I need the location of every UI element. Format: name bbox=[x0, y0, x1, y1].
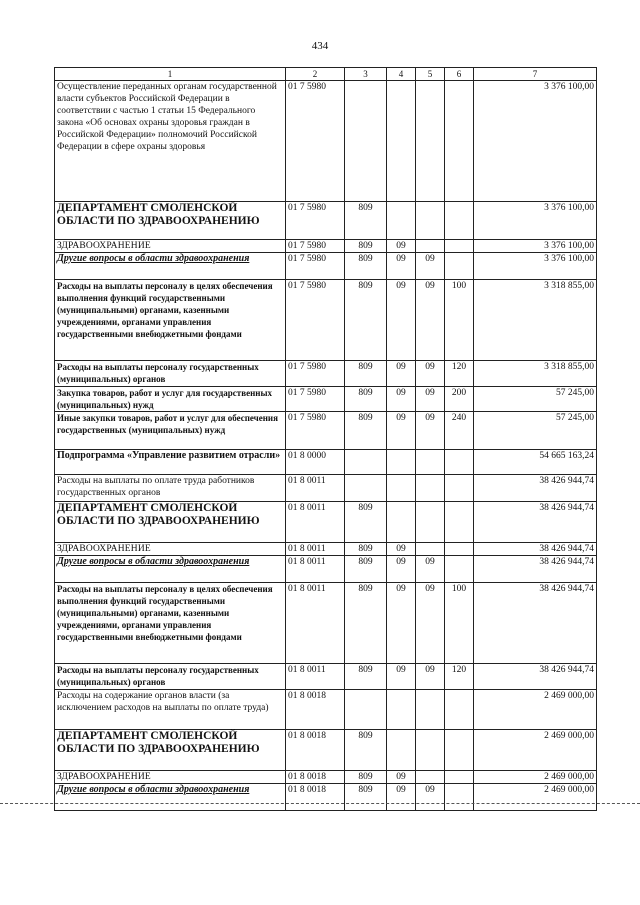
cell-expense-type bbox=[445, 556, 474, 583]
cell-ministry: 809 bbox=[345, 361, 387, 387]
cell-section bbox=[387, 502, 416, 543]
cell-subsection bbox=[416, 690, 445, 730]
cell-subsection: 09 bbox=[416, 583, 445, 664]
cell-name: Расходы на выплаты персоналу государственных (муниципальных) органов bbox=[55, 361, 286, 387]
cell-name: ЗДРАВООХРАНЕНИЕ bbox=[55, 771, 286, 784]
cell-name: Расходы на выплаты персоналу в целях обеспечения выполнения функций государственными (муниципальными) органами, казенными учреждениями, органами управления государственными внебюджетными фондами bbox=[55, 583, 286, 664]
cell-amount: 2 469 000,00 bbox=[474, 730, 597, 771]
cell-expense-type bbox=[445, 730, 474, 771]
cell-amount: 57 245,00 bbox=[474, 412, 597, 450]
cell-amount: 38 426 944,74 bbox=[474, 664, 597, 690]
cell-ministry: 809 bbox=[345, 387, 387, 412]
cell-ministry: 809 bbox=[345, 240, 387, 253]
cell-expense-type bbox=[445, 771, 474, 784]
cell-subsection bbox=[416, 450, 445, 475]
cell-amount: 38 426 944,74 bbox=[474, 475, 597, 502]
page-number: 434 bbox=[311, 40, 329, 52]
cell-subsection bbox=[416, 730, 445, 771]
cell-name: ДЕПАРТАМЕНТ СМОЛЕНСКОЙ ОБЛАСТИ ПО ЗДРАВООХРАНЕНИЮ bbox=[55, 202, 286, 240]
cell-section: 09 bbox=[387, 583, 416, 664]
cell-expense-type: 120 bbox=[445, 664, 474, 690]
cell-target-code: 01 8 0011 bbox=[286, 543, 345, 556]
cell-amount: 2 469 000,00 bbox=[474, 784, 597, 811]
cell-subsection bbox=[416, 81, 445, 202]
cell-expense-type bbox=[445, 543, 474, 556]
cell-section bbox=[387, 475, 416, 502]
cell-amount: 3 318 855,00 bbox=[474, 280, 597, 361]
cell-name: Расходы на содержание органов власти (за исключением расходов на выплаты по оплате труда) bbox=[55, 690, 286, 730]
table-row bbox=[55, 664, 597, 690]
cell-section: 09 bbox=[387, 664, 416, 690]
cell-expense-type: 100 bbox=[445, 280, 474, 361]
table-row bbox=[55, 784, 597, 811]
table-row bbox=[55, 253, 597, 280]
cell-expense-type bbox=[445, 253, 474, 280]
cell-ministry bbox=[345, 81, 387, 202]
cell-target-code: 01 8 0011 bbox=[286, 475, 345, 502]
cell-target-code: 01 7 5980 bbox=[286, 253, 345, 280]
cell-amount: 38 426 944,74 bbox=[474, 502, 597, 543]
cell-target-code: 01 7 5980 bbox=[286, 361, 345, 387]
table-row bbox=[55, 240, 597, 253]
cell-target-code: 01 7 5980 bbox=[286, 202, 345, 240]
table-row bbox=[55, 730, 597, 771]
cell-target-code: 01 7 5980 bbox=[286, 387, 345, 412]
cell-section: 09 bbox=[387, 253, 416, 280]
cell-section bbox=[387, 81, 416, 202]
cell-section: 09 bbox=[387, 556, 416, 583]
table-row bbox=[55, 771, 597, 784]
budget-table bbox=[54, 67, 597, 811]
cell-amount: 3 318 855,00 bbox=[474, 361, 597, 387]
cell-ministry: 809 bbox=[345, 412, 387, 450]
cell-subsection bbox=[416, 202, 445, 240]
cell-subsection bbox=[416, 475, 445, 502]
cell-amount: 38 426 944,74 bbox=[474, 556, 597, 583]
cell-ministry: 809 bbox=[345, 502, 387, 543]
table-row bbox=[55, 475, 597, 502]
cell-ministry bbox=[345, 475, 387, 502]
header-col-1: 1 bbox=[55, 68, 286, 81]
cell-ministry: 809 bbox=[345, 202, 387, 240]
cell-expense-type: 120 bbox=[445, 361, 474, 387]
cell-amount: 2 469 000,00 bbox=[474, 690, 597, 730]
cell-amount: 3 376 100,00 bbox=[474, 253, 597, 280]
scan-dashed-line bbox=[0, 803, 640, 804]
cell-expense-type bbox=[445, 502, 474, 543]
cell-section bbox=[387, 690, 416, 730]
cell-subsection: 09 bbox=[416, 664, 445, 690]
table-row bbox=[55, 543, 597, 556]
cell-section bbox=[387, 450, 416, 475]
cell-target-code: 01 8 0011 bbox=[286, 664, 345, 690]
cell-amount: 57 245,00 bbox=[474, 387, 597, 412]
cell-section: 09 bbox=[387, 240, 416, 253]
cell-target-code: 01 7 5980 bbox=[286, 240, 345, 253]
cell-subsection: 09 bbox=[416, 253, 445, 280]
cell-amount: 54 665 163,24 bbox=[474, 450, 597, 475]
cell-name: Расходы на выплаты персоналу государственных (муниципальных) органов bbox=[55, 664, 286, 690]
cell-ministry bbox=[345, 450, 387, 475]
cell-section: 09 bbox=[387, 784, 416, 811]
cell-expense-type bbox=[445, 81, 474, 202]
cell-ministry: 809 bbox=[345, 784, 387, 811]
cell-subsection: 09 bbox=[416, 556, 445, 583]
cell-name: Другие вопросы в области здравоохранения bbox=[55, 784, 286, 811]
cell-section: 09 bbox=[387, 543, 416, 556]
cell-expense-type: 100 bbox=[445, 583, 474, 664]
table-row bbox=[55, 280, 597, 361]
cell-amount: 2 469 000,00 bbox=[474, 771, 597, 784]
cell-section: 09 bbox=[387, 387, 416, 412]
table-row bbox=[55, 412, 597, 450]
cell-target-code: 01 8 0011 bbox=[286, 583, 345, 664]
cell-name: Подпрограмма «Управление развитием отрасли» bbox=[55, 450, 286, 475]
cell-section: 09 bbox=[387, 280, 416, 361]
cell-section: 09 bbox=[387, 361, 416, 387]
cell-amount: 38 426 944,74 bbox=[474, 543, 597, 556]
cell-name: Расходы на выплаты персоналу в целях обеспечения выполнения функций государственными (муниципальными) органами, казенными учреждениями, органами управления государственными внебюджетными фондами bbox=[55, 280, 286, 361]
cell-expense-type bbox=[445, 690, 474, 730]
cell-target-code: 01 7 5980 bbox=[286, 412, 345, 450]
cell-subsection bbox=[416, 771, 445, 784]
cell-ministry: 809 bbox=[345, 664, 387, 690]
table-row bbox=[55, 502, 597, 543]
cell-subsection bbox=[416, 240, 445, 253]
cell-subsection: 09 bbox=[416, 361, 445, 387]
cell-expense-type bbox=[445, 202, 474, 240]
cell-expense-type bbox=[445, 450, 474, 475]
cell-name: ДЕПАРТАМЕНТ СМОЛЕНСКОЙ ОБЛАСТИ ПО ЗДРАВООХРАНЕНИЮ bbox=[55, 730, 286, 771]
header-col-4: 4 bbox=[387, 68, 416, 81]
cell-amount: 3 376 100,00 bbox=[474, 81, 597, 202]
cell-target-code: 01 8 0000 bbox=[286, 450, 345, 475]
cell-subsection: 09 bbox=[416, 784, 445, 811]
cell-section bbox=[387, 202, 416, 240]
cell-target-code: 01 8 0018 bbox=[286, 771, 345, 784]
cell-ministry: 809 bbox=[345, 253, 387, 280]
cell-expense-type bbox=[445, 784, 474, 811]
cell-ministry: 809 bbox=[345, 730, 387, 771]
table-body bbox=[55, 81, 597, 811]
header-row bbox=[55, 68, 597, 81]
table-row bbox=[55, 387, 597, 412]
cell-ministry: 809 bbox=[345, 771, 387, 784]
table-row bbox=[55, 583, 597, 664]
header-col-7: 7 bbox=[474, 68, 597, 81]
cell-name: ЗДРАВООХРАНЕНИЕ bbox=[55, 543, 286, 556]
cell-amount: 3 376 100,00 bbox=[474, 202, 597, 240]
cell-section: 09 bbox=[387, 771, 416, 784]
header-col-5: 5 bbox=[416, 68, 445, 81]
table-row bbox=[55, 556, 597, 583]
cell-subsection: 09 bbox=[416, 387, 445, 412]
cell-name: Иные закупки товаров, работ и услуг для обеспечения государственных (муниципальных) нужд bbox=[55, 412, 286, 450]
cell-section: 09 bbox=[387, 412, 416, 450]
cell-expense-type bbox=[445, 240, 474, 253]
table-row bbox=[55, 361, 597, 387]
cell-target-code: 01 8 0011 bbox=[286, 502, 345, 543]
cell-section bbox=[387, 730, 416, 771]
cell-ministry: 809 bbox=[345, 543, 387, 556]
cell-subsection bbox=[416, 502, 445, 543]
cell-subsection bbox=[416, 543, 445, 556]
cell-expense-type: 240 bbox=[445, 412, 474, 450]
cell-ministry bbox=[345, 690, 387, 730]
table-row bbox=[55, 202, 597, 240]
cell-ministry: 809 bbox=[345, 556, 387, 583]
cell-expense-type bbox=[445, 475, 474, 502]
cell-target-code: 01 8 0018 bbox=[286, 730, 345, 771]
cell-expense-type: 200 bbox=[445, 387, 474, 412]
cell-name: Другие вопросы в области здравоохранения bbox=[55, 253, 286, 280]
table-row bbox=[55, 81, 597, 202]
table-row bbox=[55, 450, 597, 475]
cell-amount: 3 376 100,00 bbox=[474, 240, 597, 253]
cell-name: ЗДРАВООХРАНЕНИЕ bbox=[55, 240, 286, 253]
cell-subsection: 09 bbox=[416, 280, 445, 361]
cell-target-code: 01 8 0018 bbox=[286, 690, 345, 730]
cell-subsection: 09 bbox=[416, 412, 445, 450]
cell-name: Другие вопросы в области здравоохранения bbox=[55, 556, 286, 583]
cell-name: Осуществление переданных органам государственной власти субъектов Российской Федерации в соответствии с частью 1 статьи 15 Федерального закона «Об основах охраны здоровья граждан в Российской Федерации» полномочий Российской Федерации в сфере охраны здоровья bbox=[55, 81, 286, 202]
header-col-6: 6 bbox=[445, 68, 474, 81]
header-col-3: 3 bbox=[345, 68, 387, 81]
cell-name: Расходы на выплаты по оплате труда работников государственных органов bbox=[55, 475, 286, 502]
header-col-2: 2 bbox=[286, 68, 345, 81]
cell-target-code: 01 8 0011 bbox=[286, 556, 345, 583]
cell-name: Закупка товаров, работ и услуг для государственных (муниципальных) нужд bbox=[55, 387, 286, 412]
cell-ministry: 809 bbox=[345, 280, 387, 361]
cell-target-code: 01 8 0018 bbox=[286, 784, 345, 811]
cell-ministry: 809 bbox=[345, 583, 387, 664]
cell-target-code: 01 7 5980 bbox=[286, 280, 345, 361]
cell-name: ДЕПАРТАМЕНТ СМОЛЕНСКОЙ ОБЛАСТИ ПО ЗДРАВООХРАНЕНИЮ bbox=[55, 502, 286, 543]
cell-amount: 38 426 944,74 bbox=[474, 583, 597, 664]
table-row bbox=[55, 690, 597, 730]
cell-target-code: 01 7 5980 bbox=[286, 81, 345, 202]
